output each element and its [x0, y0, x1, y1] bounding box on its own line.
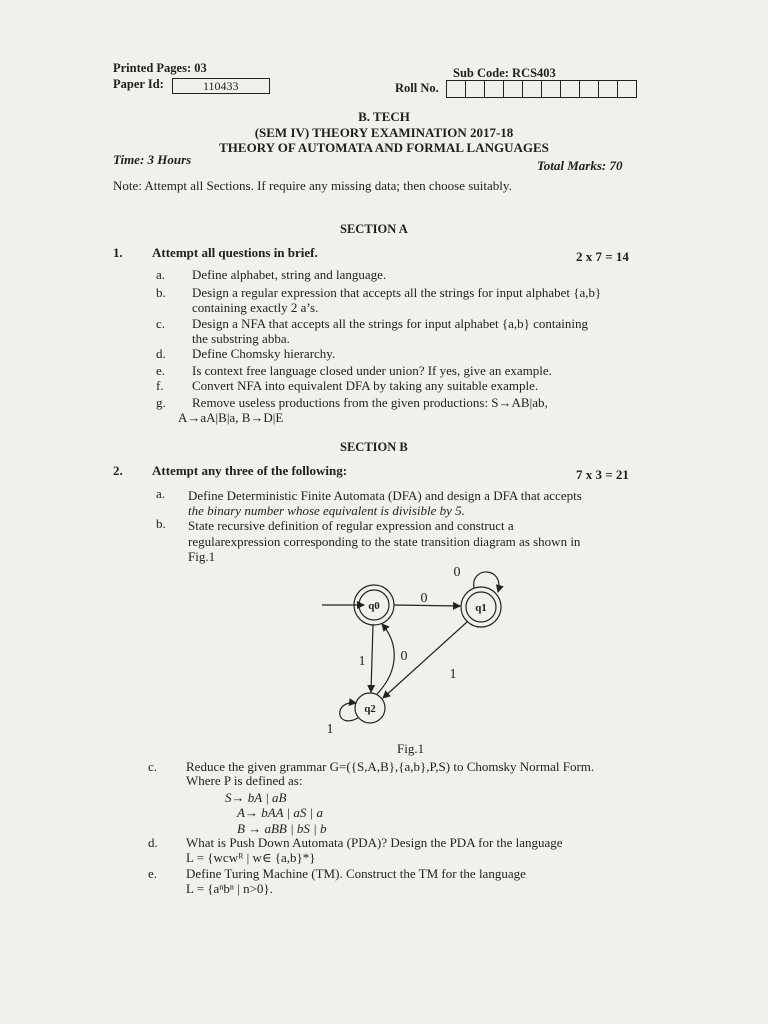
q1-item-f-label: f.	[156, 378, 164, 393]
edge-q1-q2-label: 1	[449, 667, 457, 682]
edge-q1-q2	[383, 622, 467, 698]
total-marks: Total Marks: 70	[537, 158, 623, 173]
q2-item-d-line1: What is Push Down Automata (PDA)? Design the PDA for the language	[186, 835, 563, 850]
state-q1-label: q1	[475, 602, 487, 614]
q2-item-d-line2: L = {wcwᴿ | w∈ {a,b}*}	[186, 850, 316, 865]
q1-item-c-label: c.	[156, 316, 166, 331]
roll-no-label: Roll No.	[395, 81, 439, 95]
paper-id-value: 110433	[172, 78, 270, 94]
edge-q0-q1-label: 0	[420, 591, 428, 606]
q2-item-c-prod3: B → aBB | bS | b	[237, 821, 327, 836]
edge-q1-loop	[474, 572, 499, 592]
title-subject: THEORY OF AUTOMATA AND FORMAL LANGUAGES	[219, 140, 549, 155]
section-b-heading: SECTION B	[340, 440, 408, 454]
q2-item-c-prod2: A→ bAA | aS | a	[237, 805, 323, 820]
q2-item-d-label: d.	[148, 835, 158, 850]
q1-item-g-line2: A→aA|B|a, B→D|E	[178, 410, 284, 425]
q1-item-b-line2: containing exactly 2 a’s.	[192, 300, 319, 315]
q1-item-g-line1: Remove useless productions from the given productions: S→AB|ab,	[192, 395, 548, 410]
q1-number: 1.	[113, 245, 123, 260]
q1-item-b-line1: Design a regular expression that accepts all the strings for input alphabet {a,b}	[192, 285, 602, 300]
q2-item-c-line2: Where P is defined as:	[186, 773, 303, 788]
sub-code: Sub Code: RCS403	[453, 66, 556, 80]
q2-number: 2.	[113, 463, 123, 478]
q2-title: Attempt any three of the following:	[152, 463, 348, 478]
q1-title: Attempt all questions in brief.	[152, 245, 318, 260]
paper-id-label: Paper Id:	[113, 77, 164, 91]
q1-marks: 2 x 7 = 14	[576, 249, 629, 264]
q2-item-e-label: e.	[148, 866, 158, 881]
q1-item-f-text: Convert NFA into equivalent DFA by taking any suitable example.	[192, 378, 539, 393]
q2-item-e-line1: Define Turing Machine (TM). Construct the TM for the language	[186, 866, 526, 881]
printed-pages: Printed Pages: 03	[113, 61, 207, 75]
edge-q1-loop-label: 0	[453, 565, 461, 580]
edge-q2-loop-label: 1	[326, 722, 334, 737]
q1-item-d-text: Define Chomsky hierarchy.	[192, 346, 336, 361]
q1-item-a-text: Define alphabet, string and language.	[192, 267, 387, 282]
q1-item-c-line1: Design a NFA that accepts all the strings for input alphabet {a,b} containing	[192, 316, 589, 331]
q2-item-c-label: c.	[148, 759, 158, 774]
state-q0-label: q0	[368, 600, 380, 612]
q2-item-c-line1: Reduce the given grammar G=({S,A,B},{a,b},P,S) to Chomsky Normal Form.	[186, 759, 595, 774]
edge-q2-q0-label: 0	[400, 649, 408, 664]
q1-item-e-label: e.	[156, 363, 166, 378]
fig1-caption: Fig.1	[397, 741, 425, 756]
q2-item-c-prod1: S→ bA | aB	[225, 790, 287, 805]
q1-item-g-label: g.	[156, 395, 166, 410]
q2-item-a-line1: Define Deterministic Finite Automata (DFA) and design a DFA that accepts	[188, 488, 582, 503]
q2-item-a-label: a.	[156, 486, 166, 501]
q1-item-d-label: d.	[156, 346, 166, 361]
q2-marks: 7 x 3 = 21	[576, 467, 629, 482]
q1-item-b-label: b.	[156, 285, 166, 300]
q1-item-e-text: Is context free language closed under union? If yes, give an example.	[192, 363, 552, 378]
note: Note: Attempt all Sections. If require any missing data; then choose suitably.	[113, 178, 512, 193]
q2-item-b-line1: State recursive definition of regular expression and construct a	[188, 518, 514, 533]
edge-q2-q0	[377, 624, 394, 694]
q1-item-c-line2: the substring abba.	[192, 331, 290, 346]
time-allowed: Time: 3 Hours	[113, 152, 192, 167]
title-degree: B. TECH	[358, 109, 410, 124]
q1-item-a-label: a.	[156, 267, 166, 282]
q2-item-b-line2: regularexpression corresponding to the state transition diagram as shown in	[188, 534, 581, 549]
q2-item-b-line3: Fig.1	[188, 549, 216, 564]
edge-q0-q2	[371, 625, 373, 692]
q2-item-e-line2: L = {aⁿbⁿ | n>0}.	[186, 881, 273, 896]
title-exam: (SEM IV) THEORY EXAMINATION 2017-18	[254, 125, 514, 140]
q2-item-a-line2: the binary number whose equivalent is divisible by 5.	[188, 503, 465, 518]
q2-item-b-label: b.	[156, 516, 166, 531]
edge-q0-q2-label: 1	[358, 654, 366, 669]
state-q2-label: q2	[364, 703, 376, 715]
section-a-heading: SECTION A	[340, 222, 408, 236]
